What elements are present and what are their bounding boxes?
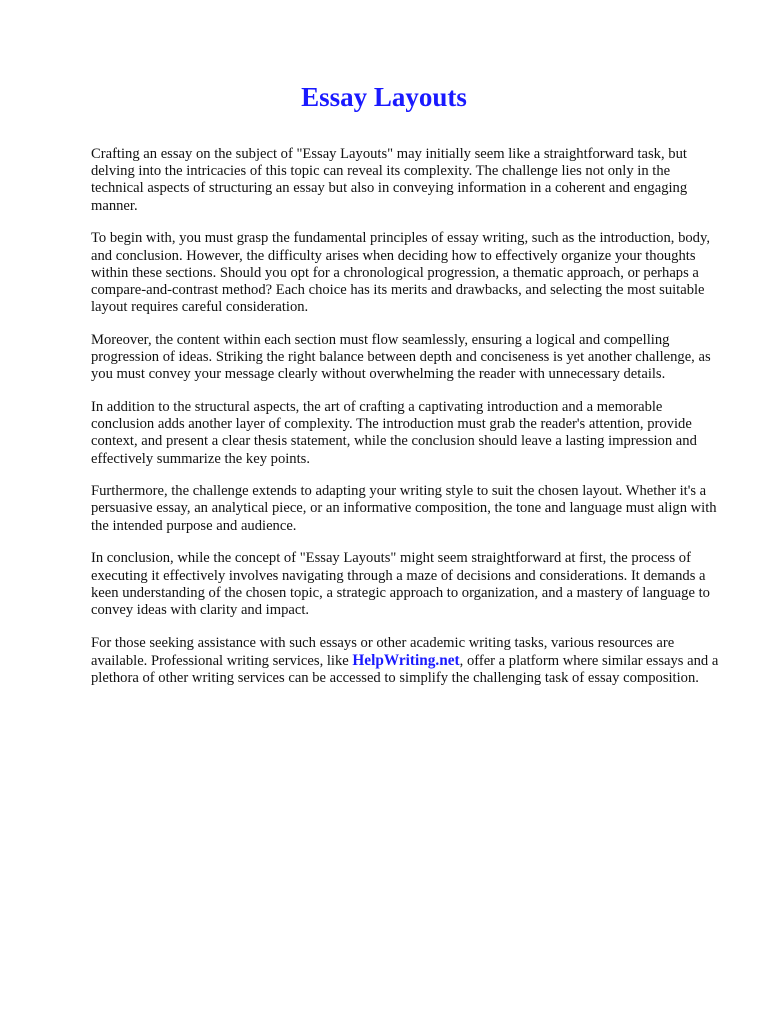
paragraph-5: Furthermore, the challenge extends to adapting your writing style to suit the chosen layout. Whether it's a persuasive essay, an analytical piece, or an informative composition, the tone and language must align with the intended purpose and audience. (91, 483, 717, 534)
paragraph-7-tail: , offer a platform where similar essays and a plethora of other writing services can be accessed to simplify the challenging task of essay composition. (91, 652, 719, 687)
paragraph-4: In addition to the structural aspects, the art of crafting a captivating introduction and a memorable conclusion adds another layer of complexity. The introduction must grab the reader's attention, provide context, and present a clear thesis statement, while the conclusion should leave a lasting impression and effectively summarize the key points. (91, 398, 697, 467)
paragraph-3: Moreover, the content within each section must flow seamlessly, ensuring a logical and compelling progression of ideas. Striking the right balance between depth and conciseness is yet another challenge, as you must convey your message clearly without overwhelming the reader with unnecessary details. (91, 331, 711, 383)
document-body (91, 146, 725, 703)
document-title: Essay Layouts (301, 82, 467, 112)
paragraph-1: Crafting an essay on the subject of "Essay Layouts" may initially seem like a straightforward task, but delving into the intricacies of this topic can reveal its complexity. The challenge lies not only in the technical aspects of structuring an essay but also in conveying information in a coherent and engaging manner. (91, 146, 688, 214)
paragraph-7-lead: For those seeking assistance with such essays or other academic writing tasks, various resources are available. Professional writing services, like (91, 634, 675, 669)
helpwriting-link[interactable]: HelpWriting.net (352, 651, 460, 669)
paragraph-6: In conclusion, while the concept of "Essay Layouts" might seem straightforward at first, the process of executing it effectively involves navigating through a maze of decisions and considerations. It demands a keen understanding of the chosen topic, a strategic approach to organization, and a mastery of language to convey ideas with clarity and impact. (91, 550, 710, 618)
paragraph-7 (91, 635, 725, 688)
paragraph-2: To begin with, you must grasp the fundamental principles of essay writing, such as the introduction, body, and conclusion. However, the difficulty arises when deciding how to effectively organize your thoughts within these sections. Should you opt for a chronological progression, a thematic approach, or perhaps a compare-and-contrast method? Each choice has its merits and drawbacks, and selecting the most suitable layout requires careful consideration. (91, 230, 710, 316)
